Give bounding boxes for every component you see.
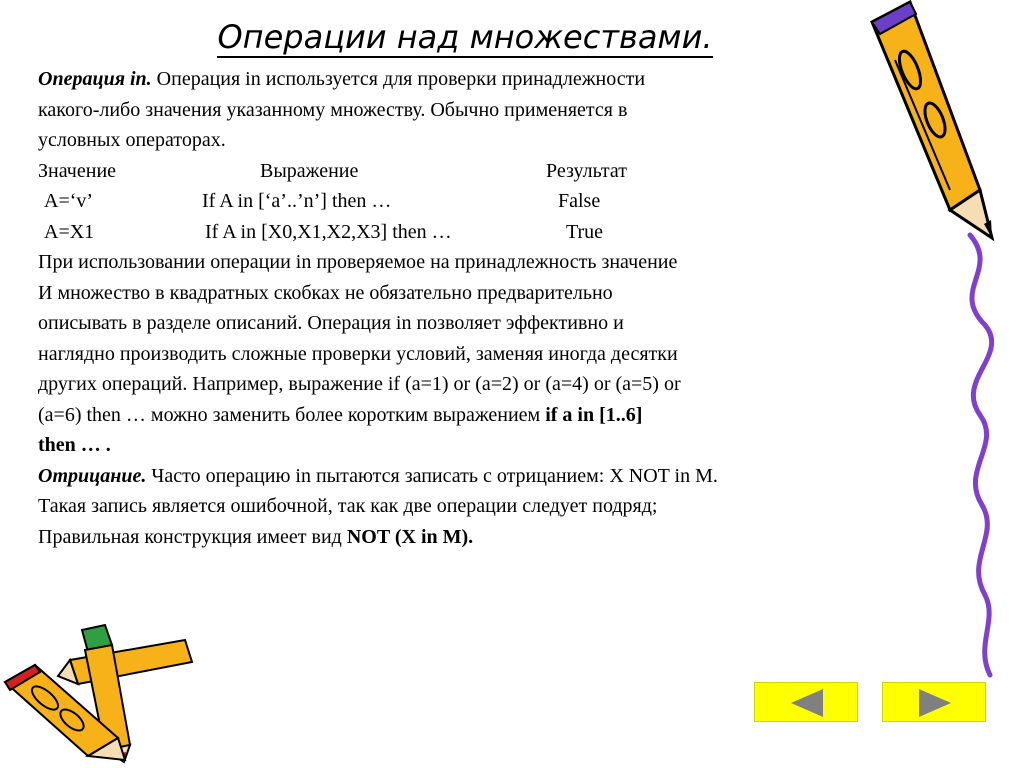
paragraph-not-line-2: Такая запись является ошибочной, так как две операции следует подряд; bbox=[38, 495, 658, 517]
paragraph-usage-line-1: При использовании операции in проверяемое на принадлежность значение bbox=[38, 251, 678, 273]
header-result: Результат bbox=[546, 159, 628, 182]
table-row: A=‘v’ If A in [‘a’..’n’] then … False bbox=[44, 190, 601, 212]
page-title: Операции над множествами. bbox=[217, 18, 713, 56]
paragraph-usage-line-6: (a=6) then … можно заменить более коротким выражением if a in [1..6] bbox=[38, 403, 643, 426]
paragraph-in-line-2: какого-либо значения указанному множеству. Обычно применяется в bbox=[38, 98, 628, 121]
paragraph-in-line-1: Операция in. Операция in используется для проверки принадлежности bbox=[38, 68, 646, 90]
paragraph-in-line-3: условных операторах. bbox=[38, 129, 226, 151]
left-triangle-icon bbox=[755, 683, 859, 723]
paragraph-usage-line-7: then … . bbox=[38, 434, 111, 456]
paragraph-usage-line-5: других операций. Например, выражение if (a=1) or (a=2) or (a=4) or (a=5) or bbox=[38, 373, 681, 395]
table-row: A=X1 If A in [X0,X1,X2,X3] then … True bbox=[44, 220, 604, 243]
purple-squiggle bbox=[930, 230, 1010, 680]
paragraph-usage-line-2: И множество в квадратных скобках не обязательно предварительно bbox=[38, 281, 613, 304]
prev-button[interactable] bbox=[754, 682, 858, 722]
paragraph-usage-line-4: наглядно производить сложные проверки условий, заменяя иногда десятки bbox=[38, 342, 678, 365]
pencil-icon bbox=[850, 0, 1010, 250]
header-expression: Выражение bbox=[260, 159, 359, 182]
slide-content bbox=[38, 64, 938, 552]
header-value: Значение bbox=[38, 159, 117, 182]
paragraph-usage-line-3: описывать в разделе описаний. Операция in позволяет эффективно и bbox=[38, 312, 624, 334]
next-button[interactable] bbox=[882, 682, 986, 722]
pencil-icon bbox=[0, 620, 210, 765]
paragraph-not-line-3: Правильная конструкция имеет вид NOT (X in M). bbox=[38, 525, 474, 548]
table-header bbox=[38, 156, 938, 187]
paragraph-not-line-1: Отрицание. Часто операцию in пытаются записать с отрицанием: X NOT in M. bbox=[38, 464, 718, 487]
right-triangle-icon bbox=[883, 683, 987, 723]
